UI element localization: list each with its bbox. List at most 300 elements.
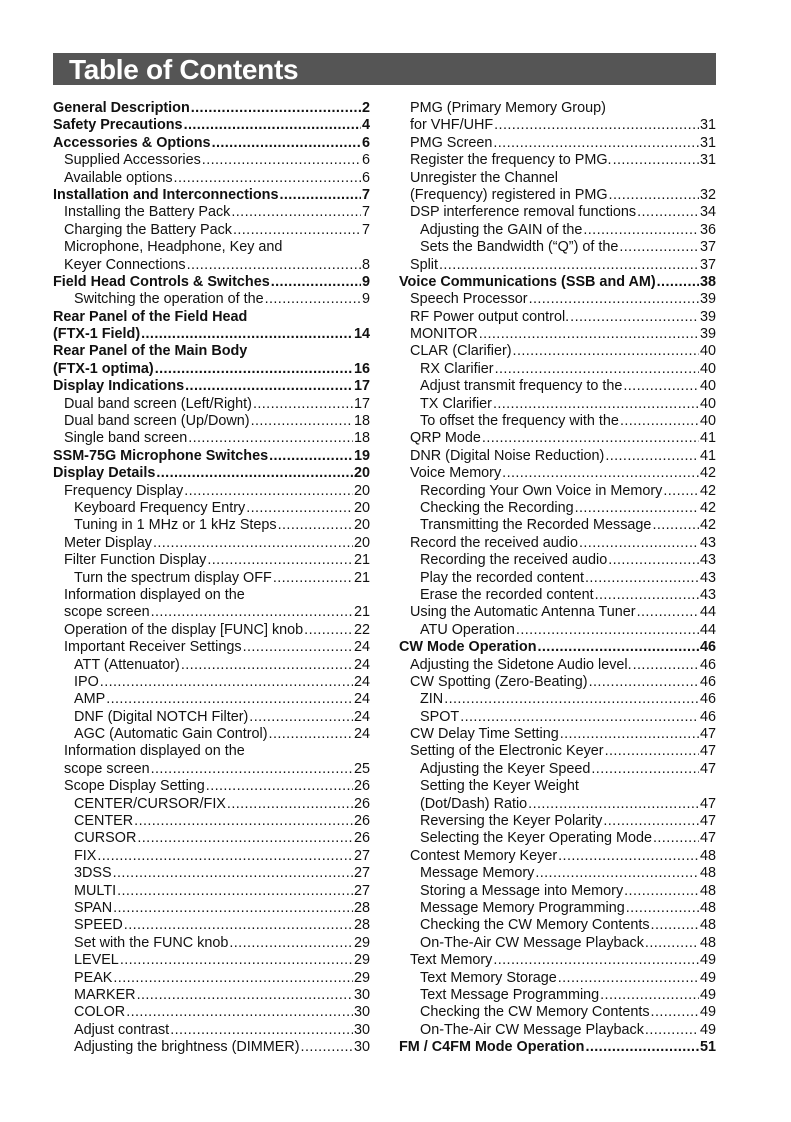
toc-entry-title: CW Mode Operation <box>399 639 537 656</box>
toc-entry-title: Text Memory <box>410 952 493 969</box>
toc-page-number: 47 <box>699 795 716 812</box>
toc-entry-title: CLAR (Clarifier) <box>410 343 512 360</box>
toc-page-number: 2 <box>361 100 370 116</box>
toc-entry <box>53 865 370 882</box>
toc-entry <box>399 326 716 343</box>
toc-entry-title: Dual band screen (Left/Right) <box>64 395 252 412</box>
toc-entry <box>53 726 370 743</box>
toc-left-column <box>53 100 370 1056</box>
toc-entry-title: Adjusting the Keyer Speed <box>420 760 591 777</box>
toc-page-number: 48 <box>699 882 716 899</box>
toc-entry-title: (Frequency) registered in PMG <box>410 186 608 203</box>
toc-entry <box>53 952 370 969</box>
toc-page-number: 16 <box>353 360 370 377</box>
toc-leader-dots <box>439 257 699 274</box>
toc-page-number: 28 <box>353 917 370 934</box>
toc-entry <box>399 883 716 900</box>
toc-leader-dots <box>493 135 699 152</box>
toc-entry-title: RX Clarifier <box>420 360 494 377</box>
toc-leader-dots <box>609 187 699 204</box>
toc-page-number: 21 <box>353 604 370 621</box>
toc-page-number: 30 <box>353 1004 370 1021</box>
toc-page-number: 17 <box>353 395 370 412</box>
toc-page-number: 38 <box>699 273 716 290</box>
toc-entry <box>399 552 716 569</box>
toc-entry-title: Set with the FUNC knob <box>74 934 229 951</box>
toc-leader-dots <box>502 465 699 482</box>
toc-entry-title: Unregister the Channel <box>410 169 558 186</box>
toc-leader-dots <box>583 222 699 239</box>
toc-page-number: 29 <box>353 969 370 986</box>
toc-page-number: 20 <box>353 482 370 499</box>
toc-entry <box>399 917 716 934</box>
toc-entry-title: Using the Automatic Antenna Tuner <box>410 604 636 621</box>
toc-entry <box>399 309 716 326</box>
toc-entry <box>53 204 370 221</box>
toc-entry <box>399 952 716 969</box>
toc-entry <box>399 865 716 882</box>
toc-page-number: 6 <box>361 134 370 151</box>
toc-entry-title: DNF (Digital NOTCH Filter) <box>74 708 249 725</box>
toc-entry-title: Text Memory Storage <box>420 969 557 986</box>
toc-entry-title: SPOT <box>420 708 460 725</box>
toc-leader-dots <box>185 378 353 395</box>
toc-page-number: 30 <box>353 986 370 1003</box>
toc-entry <box>399 639 716 656</box>
toc-page-number: 21 <box>353 552 370 569</box>
toc-entry-title: ATU Operation <box>420 621 515 638</box>
toc-page-number: 27 <box>353 865 370 882</box>
toc-page-number: 28 <box>353 899 370 916</box>
toc-entry <box>399 291 716 308</box>
toc-entry-title: Display Indications <box>53 378 185 395</box>
toc-page-number: 42 <box>699 482 716 499</box>
toc-entry <box>399 1004 716 1021</box>
toc-leader-dots <box>153 535 353 552</box>
toc-page-number: 46 <box>699 691 716 708</box>
toc-entry <box>53 796 370 813</box>
toc-entry-title: Dual band screen (Up/Down) <box>64 413 250 430</box>
toc-entry-title: General Description <box>53 100 190 116</box>
toc-entry <box>53 500 370 517</box>
toc-page-number: 18 <box>353 430 370 447</box>
toc-entry <box>399 726 716 743</box>
toc-leader-dots <box>206 778 353 795</box>
toc-leader-dots <box>589 674 699 691</box>
toc-entry <box>53 552 370 569</box>
toc-entry-title: Installing the Battery Pack <box>64 204 231 221</box>
toc-leader-dots <box>529 291 699 308</box>
toc-leader-dots <box>249 709 353 726</box>
toc-leader-dots <box>651 1004 699 1021</box>
toc-entry <box>53 935 370 952</box>
toc-page-number: 46 <box>699 673 716 690</box>
toc-entry-title: Recording the received audio <box>420 552 608 569</box>
toc-leader-dots <box>181 657 353 674</box>
toc-entry <box>53 778 370 795</box>
toc-leader-dots <box>271 274 361 291</box>
toc-entry-title: Checking the CW Memory Contents <box>420 1004 650 1021</box>
toc-entry <box>399 465 716 482</box>
toc-page-number: 29 <box>353 952 370 969</box>
toc-entry-title: Switching the operation of the <box>74 291 264 308</box>
toc-entry <box>53 743 370 760</box>
toc-entry-title: MONITOR <box>410 326 478 343</box>
toc-page-number: 43 <box>699 552 716 569</box>
toc-entry-title: Charging the Battery Pack <box>64 221 232 238</box>
toc-page-number: 49 <box>699 986 716 1003</box>
toc-entry-title: Accessories & Options <box>53 134 211 151</box>
toc-entry-title: Transmitting the Recorded Message <box>420 517 652 534</box>
toc-entry-title: DNR (Digital Noise Reduction) <box>410 447 605 464</box>
toc-entry-title: Contest Memory Keyer <box>410 847 558 864</box>
toc-leader-dots <box>494 117 699 134</box>
toc-entry <box>399 1022 716 1039</box>
toc-entry <box>53 813 370 830</box>
toc-entry <box>399 900 716 917</box>
toc-page-number: 20 <box>353 465 370 482</box>
toc-entry-title: Field Head Controls & Switches <box>53 273 270 290</box>
toc-entry-title: SSM-75G Microphone Switches <box>53 447 269 464</box>
toc-entry-title: Checking the Recording <box>420 499 574 516</box>
toc-entry-title: CW Delay Time Setting <box>410 726 559 743</box>
toc-entry-title: Safety Precautions <box>53 117 183 134</box>
toc-page-number: 46 <box>699 656 716 673</box>
toc-entry <box>53 639 370 656</box>
toc-leader-dots <box>184 483 353 500</box>
toc-page-number: 48 <box>699 917 716 934</box>
toc-entry-title: Microphone, Headphone, Key and <box>64 239 283 256</box>
toc-leader-dots <box>479 326 699 343</box>
toc-entry <box>399 691 716 708</box>
toc-leader-dots <box>528 796 699 813</box>
toc-leader-dots <box>137 830 353 847</box>
toc-entry <box>53 274 370 291</box>
toc-leader-dots <box>575 500 699 517</box>
toc-entry-title: Record the received audio <box>410 534 578 551</box>
toc-entry-title: Adjusting the GAIN of the <box>420 221 583 238</box>
toc-leader-dots <box>253 396 353 413</box>
toc-entry <box>53 465 370 482</box>
toc-entry <box>53 657 370 674</box>
toc-page-number: 39 <box>699 308 716 325</box>
toc-leader-dots <box>605 743 699 760</box>
toc-page-number: 18 <box>353 413 370 430</box>
toc-page-number: 20 <box>353 517 370 534</box>
toc-page-number: 40 <box>699 413 716 430</box>
toc-page-number: 32 <box>699 186 716 203</box>
toc-leader-dots <box>493 952 699 969</box>
toc-entry-title: LEVEL <box>74 952 119 969</box>
toc-leader-dots <box>535 865 699 882</box>
toc-entry <box>53 674 370 691</box>
toc-entry-title: CURSOR <box>74 830 137 847</box>
toc-page-number: 19 <box>353 447 370 464</box>
toc-entry <box>399 848 716 865</box>
toc-entry-title: Recording Your Own Voice in Memory <box>420 482 663 499</box>
toc-entry <box>53 987 370 1004</box>
toc-page-number: 29 <box>353 934 370 951</box>
toc-entry <box>53 135 370 152</box>
toc-leader-dots <box>124 917 353 934</box>
toc-page-number: 42 <box>699 517 716 534</box>
toc-page-number: 26 <box>353 830 370 847</box>
toc-leader-dots <box>202 152 361 169</box>
toc-entry-title: Keyer Connections <box>64 256 186 273</box>
toc-leader-dots <box>513 343 699 360</box>
toc-entry <box>399 222 716 239</box>
toc-leader-dots <box>246 500 353 517</box>
toc-leader-dots <box>279 187 361 204</box>
toc-leader-dots <box>570 309 699 326</box>
toc-entry <box>399 830 716 847</box>
toc-leader-dots <box>170 1022 353 1039</box>
toc-page-number: 9 <box>361 291 370 308</box>
toc-entry-title: AMP <box>74 691 106 708</box>
toc-page-number: 14 <box>353 326 370 343</box>
toc-entry <box>53 709 370 726</box>
toc-entry-title: Adjust transmit frequency to the <box>420 378 623 395</box>
toc-leader-dots <box>623 378 699 395</box>
toc-leader-dots <box>191 100 361 117</box>
toc-entry-title: AGC (Automatic Gain Control) <box>74 726 268 743</box>
toc-entry <box>399 152 716 169</box>
toc-leader-dots <box>613 152 699 169</box>
toc-page-number: 24 <box>353 726 370 743</box>
toc-leader-dots <box>97 848 353 865</box>
toc-leader-dots <box>595 587 699 604</box>
toc-leader-dots <box>126 1004 353 1021</box>
toc-entry <box>399 239 716 256</box>
toc-entry <box>399 570 716 587</box>
toc-entry <box>53 239 370 256</box>
toc-page-number: 51 <box>699 1039 716 1056</box>
toc-leader-dots <box>233 222 361 239</box>
toc-entry-title: Voice Memory <box>410 465 502 482</box>
toc-entry <box>53 448 370 465</box>
toc-entry <box>53 535 370 552</box>
toc-entry-title: FM / C4FM Mode Operation <box>399 1039 585 1056</box>
toc-entry <box>53 830 370 847</box>
toc-page-number: 40 <box>699 343 716 360</box>
toc-entry <box>53 622 370 639</box>
toc-entry <box>53 1022 370 1039</box>
toc-entry <box>399 430 716 447</box>
toc-entry <box>53 691 370 708</box>
toc-page-number: 49 <box>699 1004 716 1021</box>
toc-page-number: 48 <box>699 934 716 951</box>
toc-entry <box>399 343 716 360</box>
toc-entry-title: FIX <box>74 847 97 864</box>
toc-leader-dots <box>265 291 361 308</box>
toc-page-number: 30 <box>353 1021 370 1038</box>
toc-entry-title: Speech Processor <box>410 291 528 308</box>
toc-leader-dots <box>619 239 699 256</box>
toc-entry-title: Selecting the Keyer Operating Mode <box>420 830 652 847</box>
toc-entry <box>53 326 370 343</box>
toc-leader-dots <box>444 691 699 708</box>
toc-page-number: 43 <box>699 569 716 586</box>
toc-entry <box>53 761 370 778</box>
toc-entry-title: PMG Screen <box>410 134 493 151</box>
toc-page-number: 6 <box>361 152 370 169</box>
toc-leader-dots <box>663 483 699 500</box>
toc-entry <box>53 309 370 326</box>
toc-leader-dots <box>134 813 353 830</box>
toc-entry-title: Erase the recorded content <box>420 586 594 603</box>
toc-page-number: 31 <box>699 134 716 151</box>
toc-entry <box>53 378 370 395</box>
toc-leader-dots <box>106 691 353 708</box>
toc-entry-title: On-The-Air CW Message Playback <box>420 934 644 951</box>
toc-page-number: 48 <box>699 899 716 916</box>
toc-entry <box>53 517 370 534</box>
toc-entry <box>53 361 370 378</box>
toc-entry-title: TX Clarifier <box>420 395 492 412</box>
toc-leader-dots <box>645 1022 699 1039</box>
toc-page-number: 40 <box>699 395 716 412</box>
toc-leader-dots <box>600 987 699 1004</box>
toc-leader-dots <box>579 535 699 552</box>
toc-leader-dots <box>120 952 353 969</box>
toc-page-number: 4 <box>361 117 370 134</box>
toc-leader-dots <box>558 970 699 987</box>
toc-entry <box>53 604 370 621</box>
toc-entry-title: MARKER <box>74 986 136 1003</box>
toc-entry-title: Filter Function Display <box>64 552 207 569</box>
toc-entry <box>53 1039 370 1056</box>
toc-entry-title: Storing a Message into Memory <box>420 882 624 899</box>
toc-page-number: 25 <box>353 760 370 777</box>
toc-entry <box>53 1004 370 1021</box>
toc-page-number: 24 <box>353 656 370 673</box>
toc-page-number: 7 <box>361 204 370 221</box>
toc-entry-title: Scope Display Setting <box>64 778 205 795</box>
toc-entry <box>399 604 716 621</box>
toc-leader-dots <box>605 448 699 465</box>
toc-leader-dots <box>155 361 353 378</box>
toc-entry <box>53 570 370 587</box>
toc-leader-dots <box>156 465 353 482</box>
toc-page-number: 27 <box>353 847 370 864</box>
toc-entry-title: On-The-Air CW Message Playback <box>420 1021 644 1038</box>
toc-page-number: 34 <box>699 204 716 221</box>
toc-leader-dots <box>251 413 353 430</box>
toc-page-number: 24 <box>353 639 370 656</box>
toc-entry <box>399 743 716 760</box>
toc-leader-dots <box>645 935 699 952</box>
toc-page-number: 27 <box>353 882 370 899</box>
toc-entry <box>399 1039 716 1056</box>
toc-entry-title: MULTI <box>74 882 117 899</box>
toc-page-number: 37 <box>699 239 716 256</box>
toc-leader-dots <box>585 1039 699 1056</box>
toc-entry-title: for VHF/UHF <box>410 117 494 134</box>
toc-page-number: 8 <box>361 256 370 273</box>
toc-leader-dots <box>137 987 353 1004</box>
toc-page-number: 46 <box>699 639 716 656</box>
toc-leader-dots <box>229 935 353 952</box>
toc-entry-title: CENTER/CURSOR/FIX <box>74 795 226 812</box>
toc-entry-title: Reversing the Keyer Polarity <box>420 813 603 830</box>
toc-entry-title: To offset the frequency with the <box>420 413 619 430</box>
toc-leader-dots <box>626 900 699 917</box>
toc-entry-title: Rear Panel of the Field Head <box>53 308 248 325</box>
toc-entry-title: Available options <box>64 169 173 186</box>
toc-entry <box>399 813 716 830</box>
toc-leader-dots <box>558 848 699 865</box>
toc-entry-title: (FTX-1 optima) <box>53 360 154 377</box>
toc-entry <box>53 117 370 134</box>
toc-entry <box>399 361 716 378</box>
toc-entry <box>53 483 370 500</box>
toc-entry <box>399 987 716 1004</box>
toc-entry <box>53 883 370 900</box>
toc-page-number: 31 <box>699 152 716 169</box>
toc-entry <box>399 517 716 534</box>
toc-entry-title: Play the recorded content <box>420 569 584 586</box>
toc-leader-dots <box>653 830 699 847</box>
toc-leader-dots <box>207 552 353 569</box>
toc-page-number: 49 <box>699 969 716 986</box>
toc-entry-title: Tuning in 1 MHz or 1 kHz Steps <box>74 517 277 534</box>
toc-page-number: 40 <box>699 360 716 377</box>
toc-entry-title: SPAN <box>74 899 113 916</box>
toc-leader-dots <box>516 622 699 639</box>
toc-entry-title: Adjusting the Sidetone Audio level. <box>410 656 632 673</box>
toc-page-number: 47 <box>699 813 716 830</box>
toc-leader-dots <box>278 517 353 534</box>
toc-entry <box>399 761 716 778</box>
toc-entry <box>53 970 370 987</box>
toc-leader-dots <box>657 274 699 291</box>
toc-page-number: 48 <box>699 865 716 882</box>
toc-leader-dots <box>273 570 353 587</box>
toc-entry <box>399 657 716 674</box>
toc-entry-title: QRP Mode <box>410 430 481 447</box>
toc-leader-dots <box>117 883 353 900</box>
toc-leader-dots <box>637 204 699 221</box>
toc-page-number: 42 <box>699 465 716 482</box>
toc-leader-dots <box>113 900 353 917</box>
toc-entry-title: Rear Panel of the Main Body <box>53 343 248 360</box>
toc-leader-dots <box>651 917 699 934</box>
toc-entry <box>399 204 716 221</box>
toc-entry-title: Adjusting the brightness (DIMMER) <box>74 1039 300 1056</box>
toc-page-number: 20 <box>353 534 370 551</box>
toc-page-number: 26 <box>353 813 370 830</box>
toc-page-number: 7 <box>361 221 370 238</box>
toc-entry-title: Text Message Programming <box>420 986 600 1003</box>
toc-page-number: 20 <box>353 499 370 516</box>
toc-leader-dots <box>184 117 361 134</box>
toc-entry-title: (FTX-1 Field) <box>53 326 141 343</box>
toc-leader-dots <box>591 761 699 778</box>
toc-entry-title: Installation and Interconnections <box>53 186 279 203</box>
toc-page-number: 31 <box>699 117 716 134</box>
toc-page-number: 30 <box>353 1039 370 1056</box>
toc-page-number: 41 <box>699 447 716 464</box>
toc-entry <box>399 100 716 117</box>
toc-entry-title: SPEED <box>74 917 123 934</box>
toc-leader-dots <box>174 170 361 187</box>
toc-leader-dots <box>624 883 699 900</box>
toc-entry <box>399 674 716 691</box>
toc-leader-dots <box>620 413 699 430</box>
toc-leader-dots <box>113 865 353 882</box>
toc-entry-title: DSP interference removal functions <box>410 204 637 221</box>
toc-entry-title: Setting the Keyer Weight <box>420 778 579 795</box>
